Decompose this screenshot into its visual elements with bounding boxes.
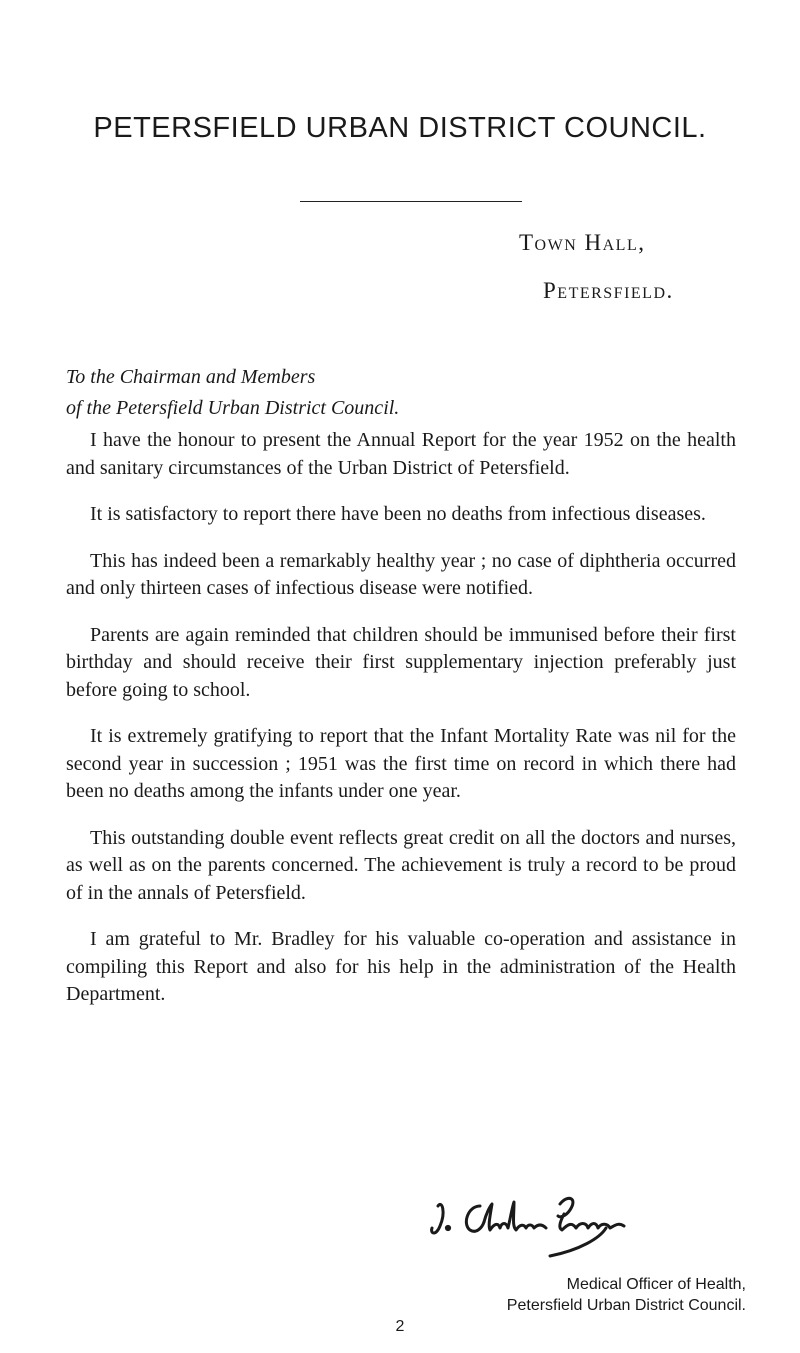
address-line-2: Petersfield. <box>543 278 674 303</box>
paragraph: This outstanding double event reflects great credit on all the doctors and nurses, as well as on the parents concerned. The achievement is truly a record to be proud of in the annals of Petersfield. <box>66 826 736 904</box>
page-number: 2 <box>395 1318 405 1335</box>
paragraph: I have the honour to present the Annual Report for the year 1952 on the health and sanitary circumstances of the Urban District of Petersfield. <box>66 429 736 479</box>
paragraph: This has indeed been a remarkably healthy year ; no case of diphtheria occurred and only thirteen cases of infectious disease were notified. <box>66 549 736 599</box>
document-title: PETERSFIELD URBAN DISTRICT COUNCIL. <box>93 112 707 144</box>
paragraph: It is extremely gratifying to report that the Infant Mortality Rate was nil for the second year in succession ; 1951 was the first time on record in which there had been no deaths among the infants under one year. <box>66 725 736 802</box>
paragraph: I am grateful to Mr. Bradley for his valuable co-operation and assistance in compiling this Report and also for his help in the administration of the Health Department. <box>66 928 736 1005</box>
signatory-title: Medical Officer of Health, <box>566 1276 746 1293</box>
title-divider <box>300 201 522 202</box>
paragraph: Parents are again reminded that children should be immunised before their first birthday and should receive their first supplementary injection preferably just before going to school. <box>66 623 736 701</box>
paragraph: It is satisfactory to report there have been no deaths from infectious diseases. <box>90 503 706 525</box>
signatory-organisation: Petersfield Urban District Council. <box>506 1297 746 1314</box>
letter-body <box>66 427 736 1028</box>
salutation-line-2: of the Petersfield Urban District Council. <box>66 397 400 419</box>
salutation-line-1: To the Chairman and Members <box>66 366 316 388</box>
address-line-1: Town Hall, <box>519 230 646 255</box>
handwritten-signature <box>420 1192 650 1275</box>
